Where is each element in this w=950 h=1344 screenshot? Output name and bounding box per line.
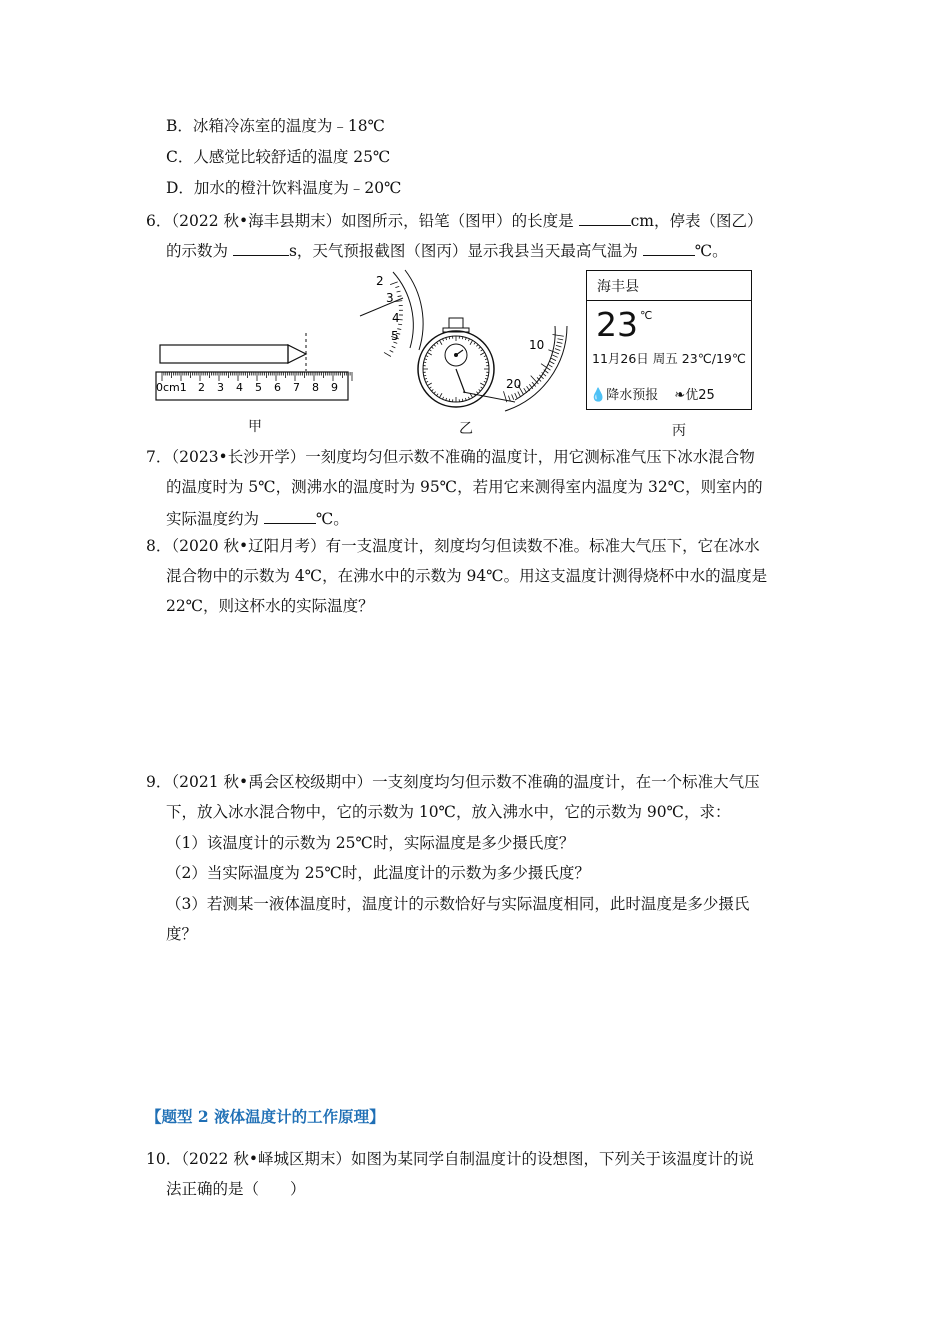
inner-arc-tick [398,296,402,297]
dial-tick [481,350,483,351]
weather-weekday: 周五 [652,351,678,366]
q6-text3: s，天气预报截图（图丙）显示我县当天最高气温为 [288,242,643,260]
weather-range: 23℃/19℃ [681,351,746,366]
dial-tick [480,353,484,356]
dial-tick [479,389,481,391]
option-c: C．人感觉比较舒适的温度 25℃ [166,148,391,166]
inner-arc-tick [384,352,391,356]
weather-bottom-row [590,384,715,403]
dial-tick [425,359,427,360]
q7-unit: ℃。 [315,510,349,528]
outer-scale-label-20: 20 [506,377,522,391]
droplet-icon: 💧 [590,388,607,403]
ruler-label-0: 0cm1 [156,381,187,394]
q9-line2: 下，放入冰水混合物中，它的示数为 10℃，放入沸水中，它的示数为 90℃，求： [166,803,731,821]
small-dial-hand [456,350,463,355]
outer-arc-tick [555,349,560,351]
inner-arc-tick [392,346,396,348]
dial-tick [434,344,436,346]
inner-scale-label-4: 4 [392,311,400,325]
outer-arc-tick [531,376,539,384]
dial-tick [485,378,487,379]
dial-tick [426,356,428,357]
q6-text2: 的示数为 [166,242,233,260]
outer-arc-tick [548,350,559,354]
section-heading: 【题型 2 液体温度计的工作原理】 [146,1107,385,1126]
crown-button [449,318,463,328]
inner-scale-arc-outer [405,270,423,350]
dial-tick [462,337,463,339]
weather-location: 海丰县 [587,271,751,301]
inner-scale-label-5: 5 [391,329,399,343]
dial-tick [470,340,473,344]
dial-tick [468,339,469,341]
ruler-label-4: 4 [236,381,243,394]
q9-sub3a: （3）若测某一液体温度时，温度计的示数恰好与实际温度相同，此时温度是多少摄氏 [166,895,750,913]
option-d: D．加水的橙汁饮料温度为﹣20℃ [166,179,402,197]
q8-line2: 混合物中的示数为 4℃，在沸水中的示数为 94℃。用这支温度计测得烧杯中水的温度是 [166,567,768,585]
q8-line3: 22℃，则这杯水的实际温度？ [166,597,374,615]
dial-tick [465,398,466,400]
q9-line1: 9．（2021 秋•禹会区校级期中）一支刻度均匀但示数不准确的温度计，在一个标准大气压 [146,773,760,791]
dial-tick [446,338,447,340]
weather-date-row [592,349,746,367]
outer-arc-tick [515,393,517,398]
q7-text3: 实际温度约为 [166,510,264,528]
dial-tick [425,378,427,379]
inner-scale-label-3: 3 [386,291,394,305]
outer-arc-tick [553,335,564,337]
dial-tick [476,392,478,394]
q7-line3 [166,507,349,529]
q7-line1: 7．（2023•长沙开学）一刻度均匀但示数不准确的温度计，用它测标准气压下冰水混合物 [146,448,755,466]
dial-tick [429,350,431,351]
dial-tick [485,359,487,360]
inner-arc-tick [395,286,399,287]
figure-label-bing: 丙 [672,423,686,439]
q9-sub1: （1）该温度计的示数为 25℃时，实际温度是多少摄氏度？ [166,834,575,852]
dial-tick [480,383,484,386]
ruler-label-7: 7 [293,381,300,394]
second-hand [456,369,465,393]
ruler-label-6: 6 [274,381,281,394]
dial-tick [431,347,433,349]
weather-temp-unit: ℃ [640,309,653,322]
air-quality: 优25 [685,388,715,403]
outer-arc-tick [548,364,553,367]
dial-tick [479,347,481,349]
q6-text1: 6．（2022 秋•海丰县期末）如图所示，铅笔（图甲）的长度是 [146,212,579,230]
answer-blank [579,209,631,226]
outer-arc-tick [556,345,561,347]
dial-tick [424,362,426,363]
inner-arc-tick [397,291,401,292]
q6-line1 [146,209,762,231]
ruler-label-5: 5 [255,381,262,394]
figure-label-yi: 乙 [459,421,473,437]
dial-tick [486,375,488,376]
ruler-ticks [162,372,352,381]
dial-tick [437,342,438,344]
pencil-tip [288,345,306,363]
weather-date: 11月26日 [592,351,649,366]
dial-tick [481,387,483,388]
dial-tick [484,356,486,357]
q10-line1: 10．（2022 秋•峄城区期末）如图为某同学自制温度计的设想图，下列关于该温度计的说 [146,1150,754,1168]
outer-scale-label-10: 10 [529,338,545,352]
ruler-label-3: 3 [217,381,224,394]
outer-arc-tick [552,355,557,357]
dial-tick [440,340,443,344]
outer-pointer [463,392,515,402]
inner-scale-label-2: 2 [376,274,384,288]
dial-tick [476,344,478,346]
q9-sub2: （2）当实际温度为 25℃时，此温度计的示数为多少摄氏度？ [166,864,590,882]
q6-unit1: cm，停表（图乙） [630,212,763,230]
inner-arc-tick [390,282,398,285]
ruler-label-8: 8 [312,381,319,394]
dial-tick [443,397,444,399]
stopwatch-figure [355,268,575,418]
figure-label-jia: 甲 [248,419,262,435]
ruler-label-2: 2 [198,381,205,394]
outer-arc-tick [512,394,514,399]
dial-tick [431,389,433,391]
answer-blank [264,507,316,524]
dial-tick [474,342,475,344]
rain-forecast: 降水预报 [606,388,659,403]
weather-temp: 23 [596,305,638,344]
dial-tick [427,383,431,386]
leaf-icon: ❧ [674,388,686,403]
dial-tick [427,353,431,356]
outer-arc-tick [557,342,563,343]
outer-arc-tick [549,361,554,364]
dial-tick [446,398,447,400]
q6-line2 [166,239,728,261]
answer-blank [233,239,289,256]
q6-unit2: ℃。 [694,242,728,260]
dial-tick [484,381,486,382]
pencil-body [160,345,288,363]
dial-tick [468,397,469,399]
outer-arc-tick [551,358,556,361]
inner-arc-tick [390,350,394,352]
dial-tick [440,393,443,397]
answer-blank [643,239,695,256]
outer-arc-tick [558,339,564,340]
dial-tick [437,394,438,396]
option-b: B．冰箱冷冻室的温度为﹣18℃ [166,117,385,135]
q10-line2: 法正确的是（ ） [166,1180,306,1198]
weather-card [586,270,752,410]
q7-line2: 的温度时为 5℃，测沸水的温度时为 95℃，若用它来测得室内温度为 32℃，则室内的 [166,478,763,496]
ruler-label-9: 9 [331,381,338,394]
dial-tick [486,362,488,363]
pencil-ruler-figure [150,325,355,405]
dial-tick [434,392,436,394]
dial-tick [426,381,428,382]
q8-line1: 8．（2020 秋•辽阳月考）有一支温度计，刻度均匀但读数不准。标准大气压下，它在冰水 [146,537,760,555]
outer-arc-tick [518,392,521,397]
dial-tick [429,387,431,388]
dial-tick [465,338,466,340]
dial-tick [449,399,450,401]
dial-tick [424,375,426,376]
dial-tick [443,339,444,341]
outer-arc-tick [508,396,510,401]
outer-arc-tick [524,388,527,393]
q9-sub3b: 度？ [166,925,198,943]
dial-tick [449,337,450,339]
dial-tick [462,399,463,401]
